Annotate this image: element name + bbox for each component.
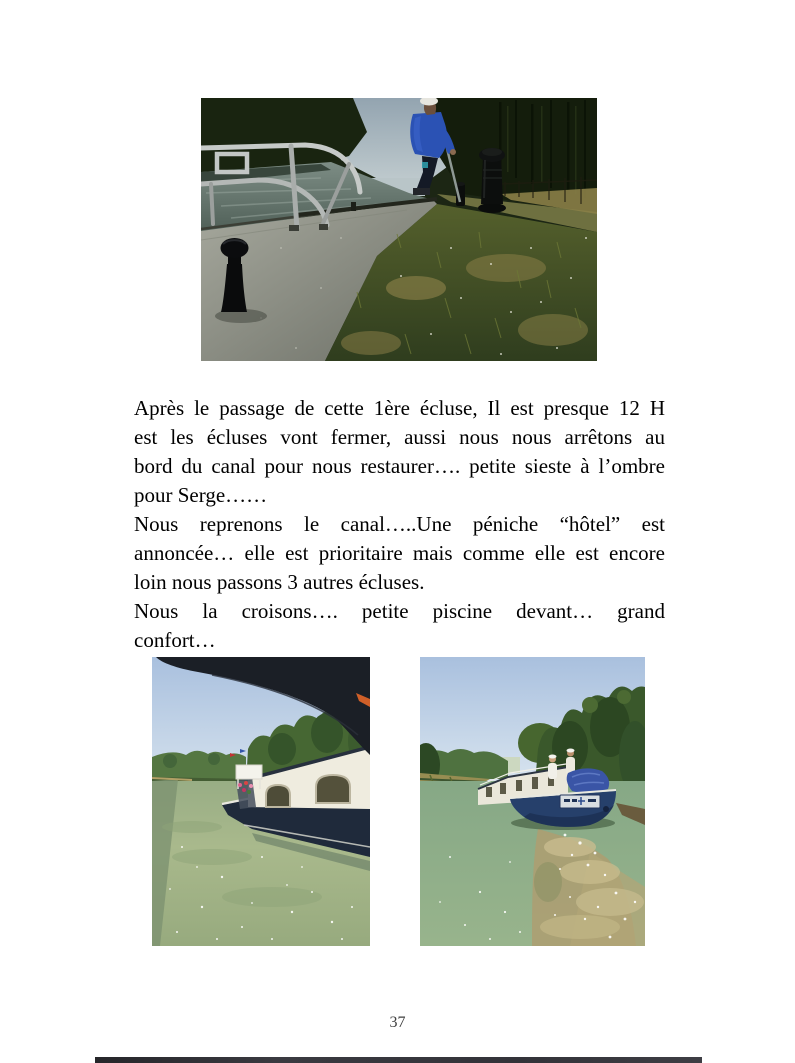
text-line: confort…	[134, 628, 216, 652]
cabin-window	[316, 775, 350, 803]
mooring-bollard-right	[478, 148, 506, 213]
canal-lock-photo	[201, 98, 597, 361]
barge-side-illustration	[152, 657, 370, 946]
text-line: bord du canal pour nous restaurer…. petite sieste à l’ombre	[134, 454, 665, 478]
blue-tarp	[567, 768, 609, 792]
text-line: pour Serge……	[134, 483, 268, 507]
body-text	[134, 394, 665, 655]
canal-lock-illustration	[201, 98, 597, 361]
barge-stern-photo	[420, 657, 645, 946]
page-number: 37	[389, 1014, 406, 1031]
text-line: Nous la croisons…. petite piscine devant… grand	[134, 599, 665, 623]
barge-side-photo	[152, 657, 370, 946]
text-line: Nous reprenons le canal…..Une péniche “hôtel” est	[134, 512, 665, 536]
text-line: loin nous passons 3 autres écluses.	[134, 570, 425, 594]
text-line: Après le passage de cette 1ère écluse, Il est presque 12 H	[134, 396, 665, 420]
stern-name-board	[560, 795, 600, 808]
cabin-window	[266, 785, 290, 807]
text-line: est les écluses vont fermer, aussi nous nous arrêtons au	[134, 425, 665, 449]
text-line: annoncée… elle est prioritaire mais comme elle est encore	[134, 541, 665, 565]
bow-canopy	[236, 765, 262, 779]
next-page-top-edge	[95, 1057, 702, 1063]
barge-stern-illustration	[420, 657, 645, 946]
